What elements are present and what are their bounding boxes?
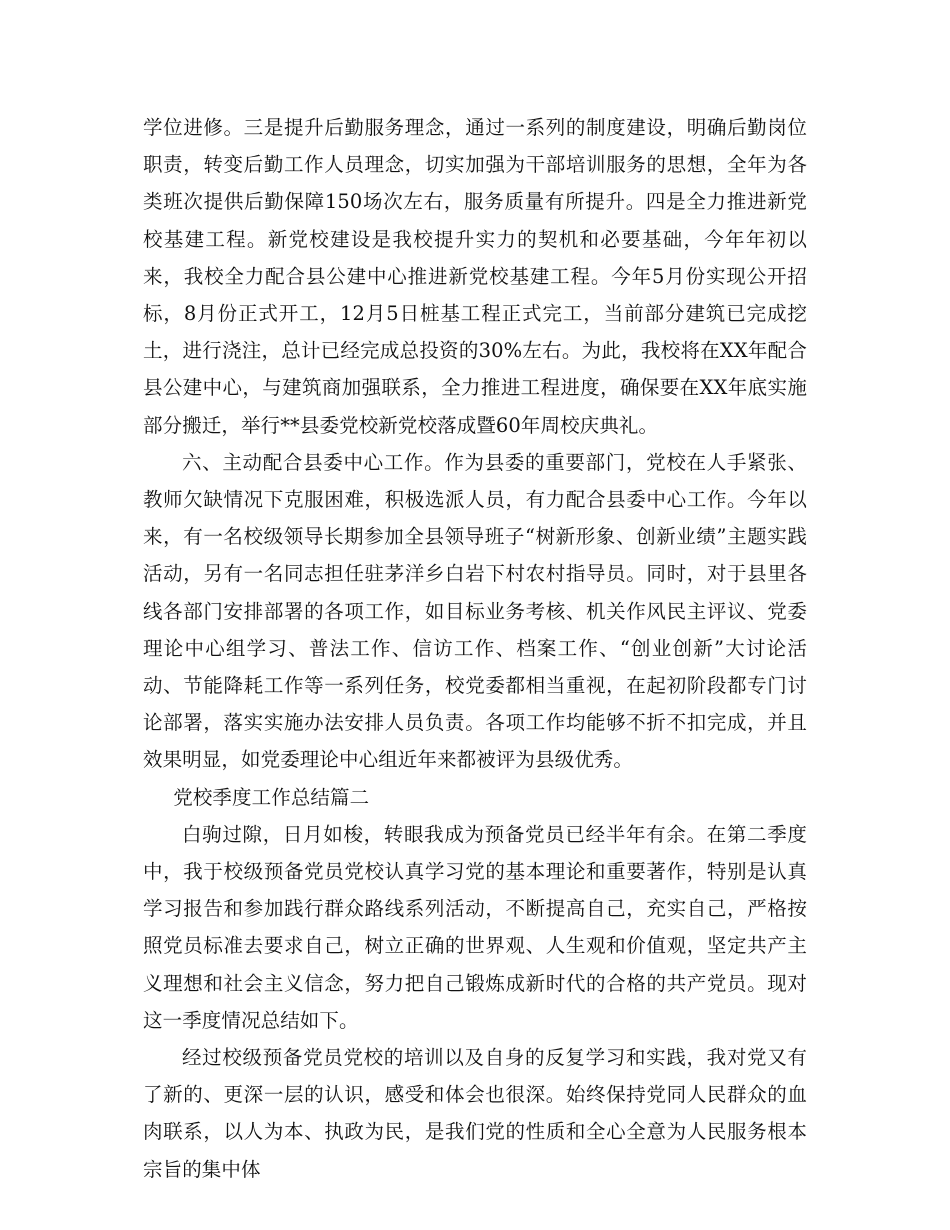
paragraph-reflection: 经过校级预备党员党校的培训以及自身的反复学习和实践，我对党又有了新的、更深一层的认识，感受和体会也很深。始终保持党同人民群众的血肉联系，以人为本、执政为民，是我们党的性质和全心全意为人民服务根本宗旨的集中体 bbox=[143, 1046, 807, 1181]
paragraph-section-six: 六、主动配合县委中心工作。作为县委的重要部门，党校在人手紧张、教师欠缺情况下克服困难，积极选派人员，有力配合县委中心工作。今年以来，有一名校级领导长期参加全县领导班子“树新形象、创新业绩”主题实践活动，另有一名同志担任驻茅洋乡白岩下村农村指导员。同时，对于县里各线各部门安排部署的各项工作，如目标业务考核、机关作风民主评议、党委理论中心组学习、普法工作、信访工作、档案工作、“创业创新”大讨论活动、节能降耗工作等一系列任务，校党委都相当重视，在起初阶段都专门讨论部署，落实实施办法安排人员负责。各项工作均能够不折不扣完成，并且效果明显，如党委理论中心组近年来都被评为县级优秀。 bbox=[143, 450, 807, 772]
paragraph-continuation: 学位进修。三是提升后勤服务理念，通过一系列的制度建设，明确后勤岗位职责，转变后勤工作人员理念，切实加强为干部培训服务的思想，全年为各类班次提供后勤保障150场次左右，服务质量有所提升。四是全力推进新党校基建工程。新党校建设是我校提升实力的契机和必要基础，今年年初以来，我校全力配合县公建中心推进新党校基建工程。今年5月份实现公开招标，8月份正式开工，12月5日桩基工程正式完工，当前部分建筑已完成挖土，进行浇注，总计已经完成总投资的30%左右。为此，我校将在XX年配合县公建中心，与建筑商加强联系，全力推进工程进度，确保要在XX年底实施部分搬迁，举行**县委党校新党校落成暨60年周校庆典礼。 bbox=[143, 116, 807, 437]
paragraph-intro: 白驹过隙，日月如梭，转眼我成为预备党员已经半年有余。在第二季度中，我于校级预备党员党校认真学习党的基本理论和重要著作，特别是认真学习报告和参加践行群众路线系列活动，不断提高自己，充实自己，严格按照党员标准去要求自己，树立正确的世界观、人生观和价值观，坚定共产主义理想和社会主义信念，努力把自己锻炼成新时代的合格的共产党员。现对这一季度情况总结如下。 bbox=[143, 822, 807, 1032]
section-heading: 党校季度工作总结篇二 bbox=[173, 785, 370, 809]
document-body bbox=[143, 109, 807, 1188]
